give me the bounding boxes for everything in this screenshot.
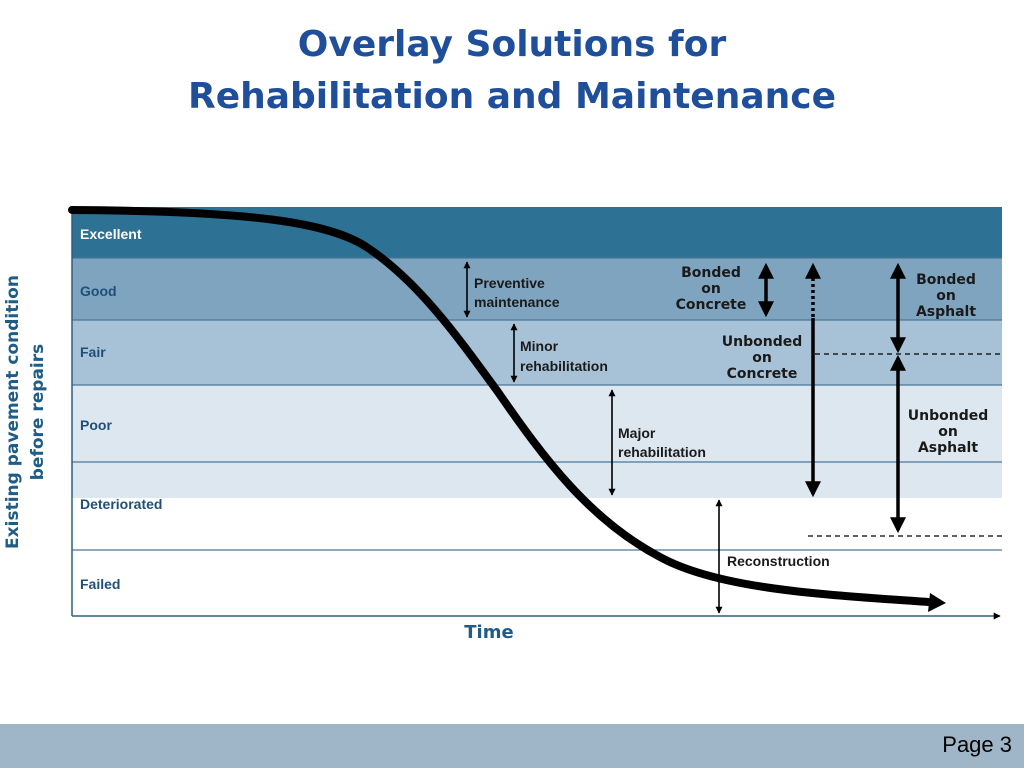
y-axis-label-line-2: before repairs (28, 343, 48, 481)
slide-title-line-1: Overlay Solutions for (297, 24, 727, 65)
band-label-deteriorated: Deteriorated (80, 496, 163, 512)
reconstruction-label: Reconstruction (727, 553, 830, 569)
minor-rehabilitation-label-2: rehabilitation (520, 358, 608, 374)
condition-bands (72, 207, 1002, 616)
major-rehabilitation-label-1: Major (618, 425, 656, 441)
unbonded-on-asphalt-label-1: Unbonded (907, 408, 989, 424)
unbonded-on-concrete-label-3: Concrete (726, 366, 798, 382)
unbonded-on-concrete-label-2: on (752, 350, 772, 366)
unbonded-on-concrete-label-1: Unbonded (721, 334, 803, 350)
band-failed (72, 550, 1002, 616)
band-label-fair: Fair (80, 344, 106, 360)
unbonded-on-asphalt-label-3: Asphalt (917, 440, 979, 456)
bonded-on-concrete-label-2: on (701, 281, 721, 297)
y-axis-label-line-1: Existing pavement condition (3, 275, 23, 549)
major-rehabilitation-label-2: rehabilitation (618, 444, 706, 460)
band-label-failed: Failed (80, 576, 121, 592)
preventive-maintenance-label-2: maintenance (474, 294, 560, 310)
preventive-maintenance-label-1: Preventive (474, 275, 545, 291)
minor-rehabilitation-label-1: Minor (520, 338, 559, 354)
x-axis-label: Time (464, 622, 514, 643)
band-deteriorated (72, 498, 1002, 550)
slide-title-line-2: Rehabilitation and Maintenance (187, 76, 837, 117)
footer-bar (0, 724, 1024, 768)
band-label-poor: Poor (80, 417, 112, 433)
unbonded-on-asphalt-label-2: on (938, 424, 958, 440)
bonded-on-asphalt-label-2: on (936, 288, 956, 304)
page-number: Page 3 (942, 732, 1012, 757)
band-label-excellent: Excellent (80, 226, 142, 242)
bonded-on-asphalt-label-1: Bonded (916, 272, 976, 288)
band-label-good: Good (80, 283, 117, 299)
bonded-on-asphalt-label-3: Asphalt (915, 304, 977, 320)
bonded-on-concrete-label-3: Concrete (675, 297, 747, 313)
bonded-on-concrete-label-1: Bonded (681, 265, 741, 281)
